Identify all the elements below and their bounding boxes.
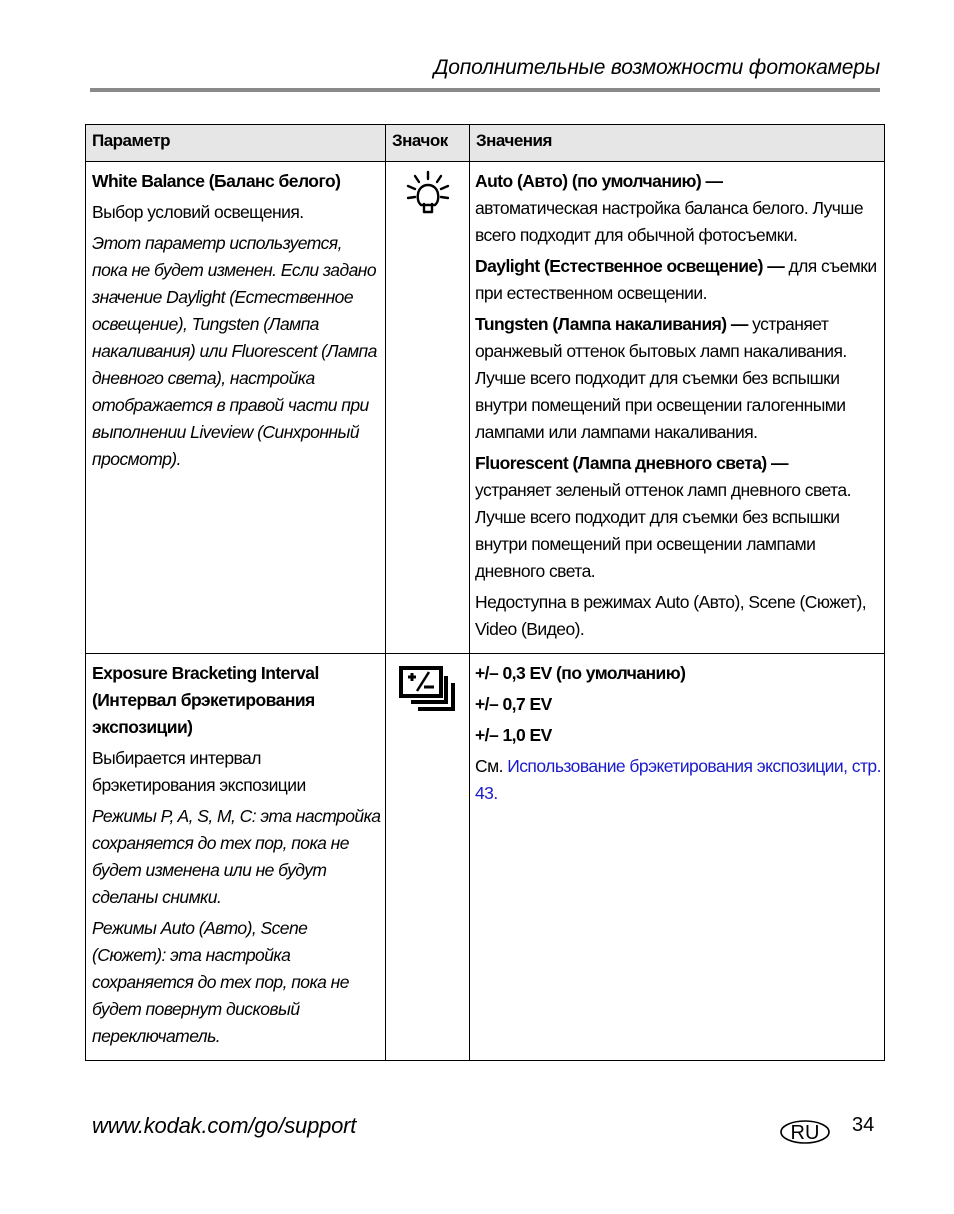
- page-header-title: Дополнительные возможности фотокамеры: [433, 56, 880, 79]
- table-row-exposure-bracketing: [86, 654, 885, 1061]
- see-also-prefix: См.: [475, 756, 508, 776]
- value-tungsten: [475, 311, 882, 446]
- column-header-values: Значения: [470, 125, 885, 162]
- value-auto: [475, 168, 882, 249]
- value-ev-03: +/– 0,3 EV (по умолчанию): [475, 663, 686, 683]
- support-url: www.kodak.com/go/support: [92, 1113, 357, 1138]
- language-badge: [779, 1118, 831, 1146]
- value-ev-07: +/– 0,7 EV: [475, 694, 552, 714]
- table-row-white-balance: [86, 162, 885, 654]
- column-header-param: Параметр: [86, 125, 386, 162]
- settings-table: [85, 124, 885, 1061]
- bracketing-reference-link[interactable]: Использование брэкетирования экспозиции, стр. 43.: [475, 756, 881, 803]
- language-badge-text: RU: [790, 1122, 820, 1144]
- value-tungsten-text: устраняет оранжевый оттенок бытовых ламп накаливания. Лучше всего подходит для съемки без вспышки внутри помещений при освещении галогенными лампами или лампами накаливания.: [475, 314, 847, 442]
- param-note: Этот параметр используется, пока не будет изменен. Если задано значение Daylight (Естественное освещение), Tungsten (Лампа накаливания) или Fluorescent (Лампа дневного света), настройка отображается в правой части при выполнении Liveview (Синхронный просмотр).: [92, 233, 377, 469]
- param-note: Режимы P, A, S, M, C: эта настройка сохраняется до тех пор, пока не будет изменена или не будут сделаны снимки.: [92, 806, 381, 907]
- icon-cell: [386, 162, 470, 654]
- value-tungsten-label: Tungsten (Лампа накаливания) —: [475, 314, 748, 334]
- column-header-icon: Значок: [386, 125, 470, 162]
- value-fluorescent-text: устраняет зеленый оттенок ламп дневного света. Лучше всего подходит для съемки без вспышки внутри помещений при освещении лампами дневного света.: [475, 480, 851, 581]
- page-number: 34: [852, 1114, 875, 1136]
- param-description: Выбор условий освещения.: [92, 202, 304, 222]
- value-daylight-text: для съемки при естественном освещении.: [475, 256, 877, 303]
- value-fluorescent-label: Fluorescent (Лампа дневного света) —: [475, 453, 788, 473]
- white-balance-bulb-icon: [405, 170, 451, 216]
- icon-cell: [386, 654, 470, 1061]
- values-cell: [470, 654, 885, 1061]
- values-cell: [470, 162, 885, 654]
- param-cell: [86, 162, 386, 654]
- param-note: Режимы Auto (Авто), Scene (Сюжет): эта настройка сохраняется до тех пор, пока не будет повернут дисковый переключатель.: [92, 918, 349, 1046]
- value-auto-text: автоматическая настройка баланса белого. Лучше всего подходит для обычной фотосъемки.: [475, 198, 864, 245]
- header-divider: [90, 88, 880, 92]
- param-description: Выбирается интервал брэкетирования экспозиции: [92, 748, 306, 795]
- exposure-bracketing-icon: [399, 666, 457, 714]
- value-daylight-label: Daylight (Естественное освещение) —: [475, 256, 785, 276]
- value-auto-label: Auto (Авто) (по умолчанию) —: [475, 171, 723, 191]
- param-cell: [86, 654, 386, 1061]
- table-header-row: [86, 125, 885, 162]
- value-ev-10: +/– 1,0 EV: [475, 725, 552, 745]
- value-fluorescent: [475, 450, 882, 585]
- param-title: Exposure Bracketing Interval (Интервал брэкетирования экспозиции): [92, 663, 319, 737]
- param-title: White Balance (Баланс белого): [92, 171, 341, 191]
- value-daylight: [475, 253, 882, 307]
- see-also: [475, 753, 882, 807]
- availability-note: Недоступна в режимах Auto (Авто), Scene (Сюжет), Video (Видео).: [475, 592, 867, 639]
